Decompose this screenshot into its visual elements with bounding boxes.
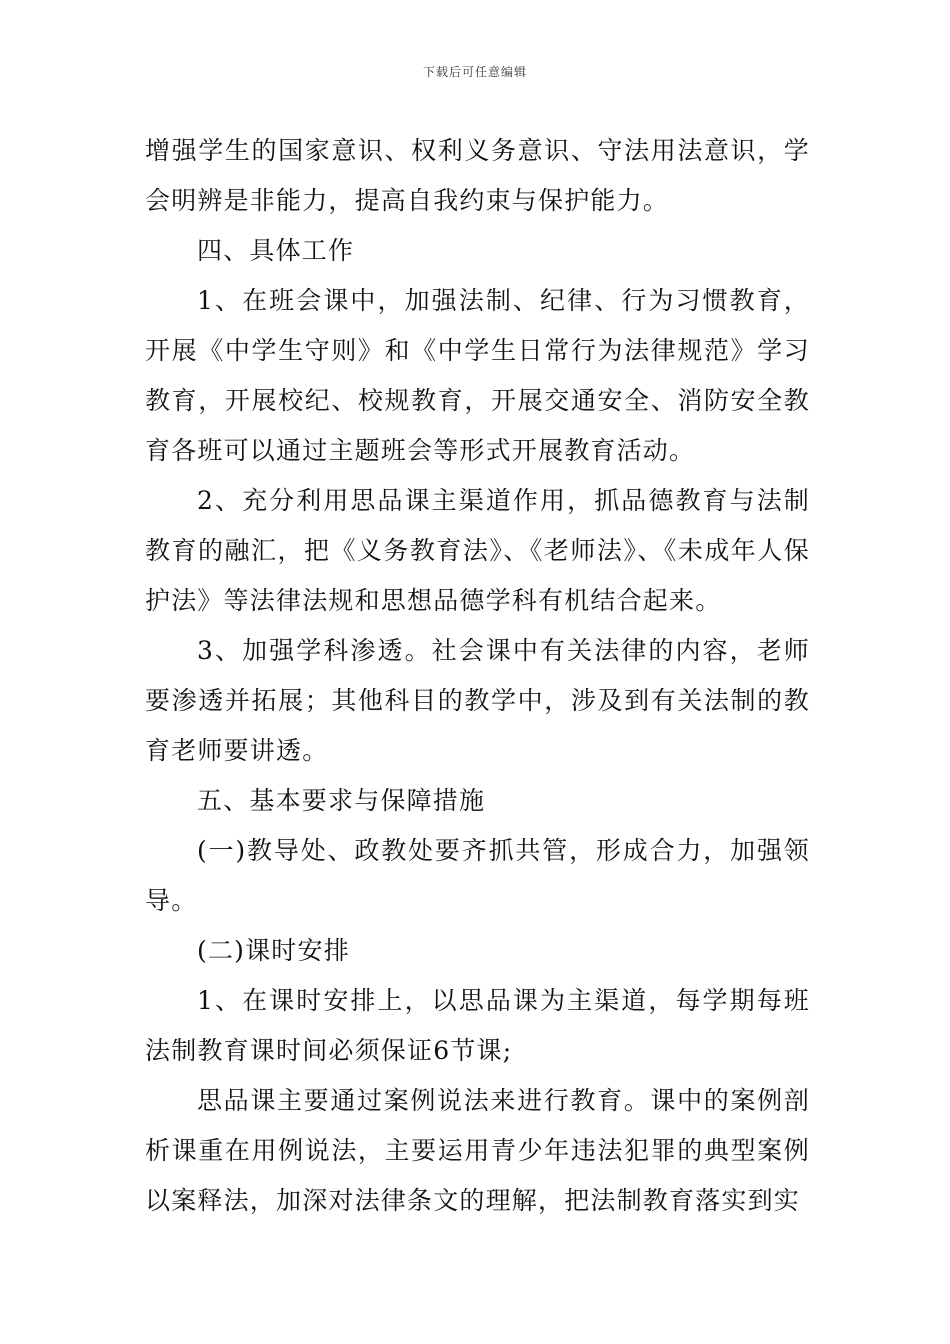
paragraph-schedule-item-1: 1、在课时安排上，以思品课为主渠道，每学期每班法制教育课时间必须保证6节课; (145, 986, 810, 1065)
section-heading-requirements: 五、基本要求与保障措施 (197, 786, 486, 815)
paragraph-subsection-1: (一)教导处、政教处要齐抓共管，形成合力，加强领导。 (145, 836, 810, 915)
page-header-note: 下载后可任意编辑 (422, 65, 527, 79)
paragraph-item-1: 1、在班会课中，加强法制、纪律、行为习惯教育，开展《中学生守则》和《中学生日常行为法律规范》学习教育，开展校纪、校规教育，开展交通安全、消防安全教育各班可以通过主题班会等形式开展教育活动。 (145, 286, 810, 465)
paragraph-case-teaching: 思品课主要通过案例说法来进行教育。课中的案例剖析课重在用例说法，主要运用青少年违法犯罪的典型案例以案释法，加深对法律条文的理解，把法制教育落实到实 (145, 1086, 810, 1215)
paragraph-item-2: 2、充分利用思品课主渠道作用，抓品德教育与法制教育的融汇，把《义务教育法》、《老师法》、《未成年人保护法》等法律法规和思想品德学科有机结合起来。 (145, 486, 810, 615)
document-body (145, 126, 810, 1226)
subsection-heading-schedule: (二)课时安排 (197, 936, 350, 965)
section-heading-specific-work: 四、具体工作 (197, 236, 355, 265)
paragraph-item-3: 3、加强学科渗透。社会课中有关法律的内容，老师要渗透并拓展；其他科目的教学中，涉及到有关法制的教育老师要讲透。 (145, 636, 810, 765)
paragraph-continuation: 增强学生的国家意识、权利义务意识、守法用法意识，学会明辨是非能力，提高自我约束与保护能力。 (145, 136, 810, 215)
